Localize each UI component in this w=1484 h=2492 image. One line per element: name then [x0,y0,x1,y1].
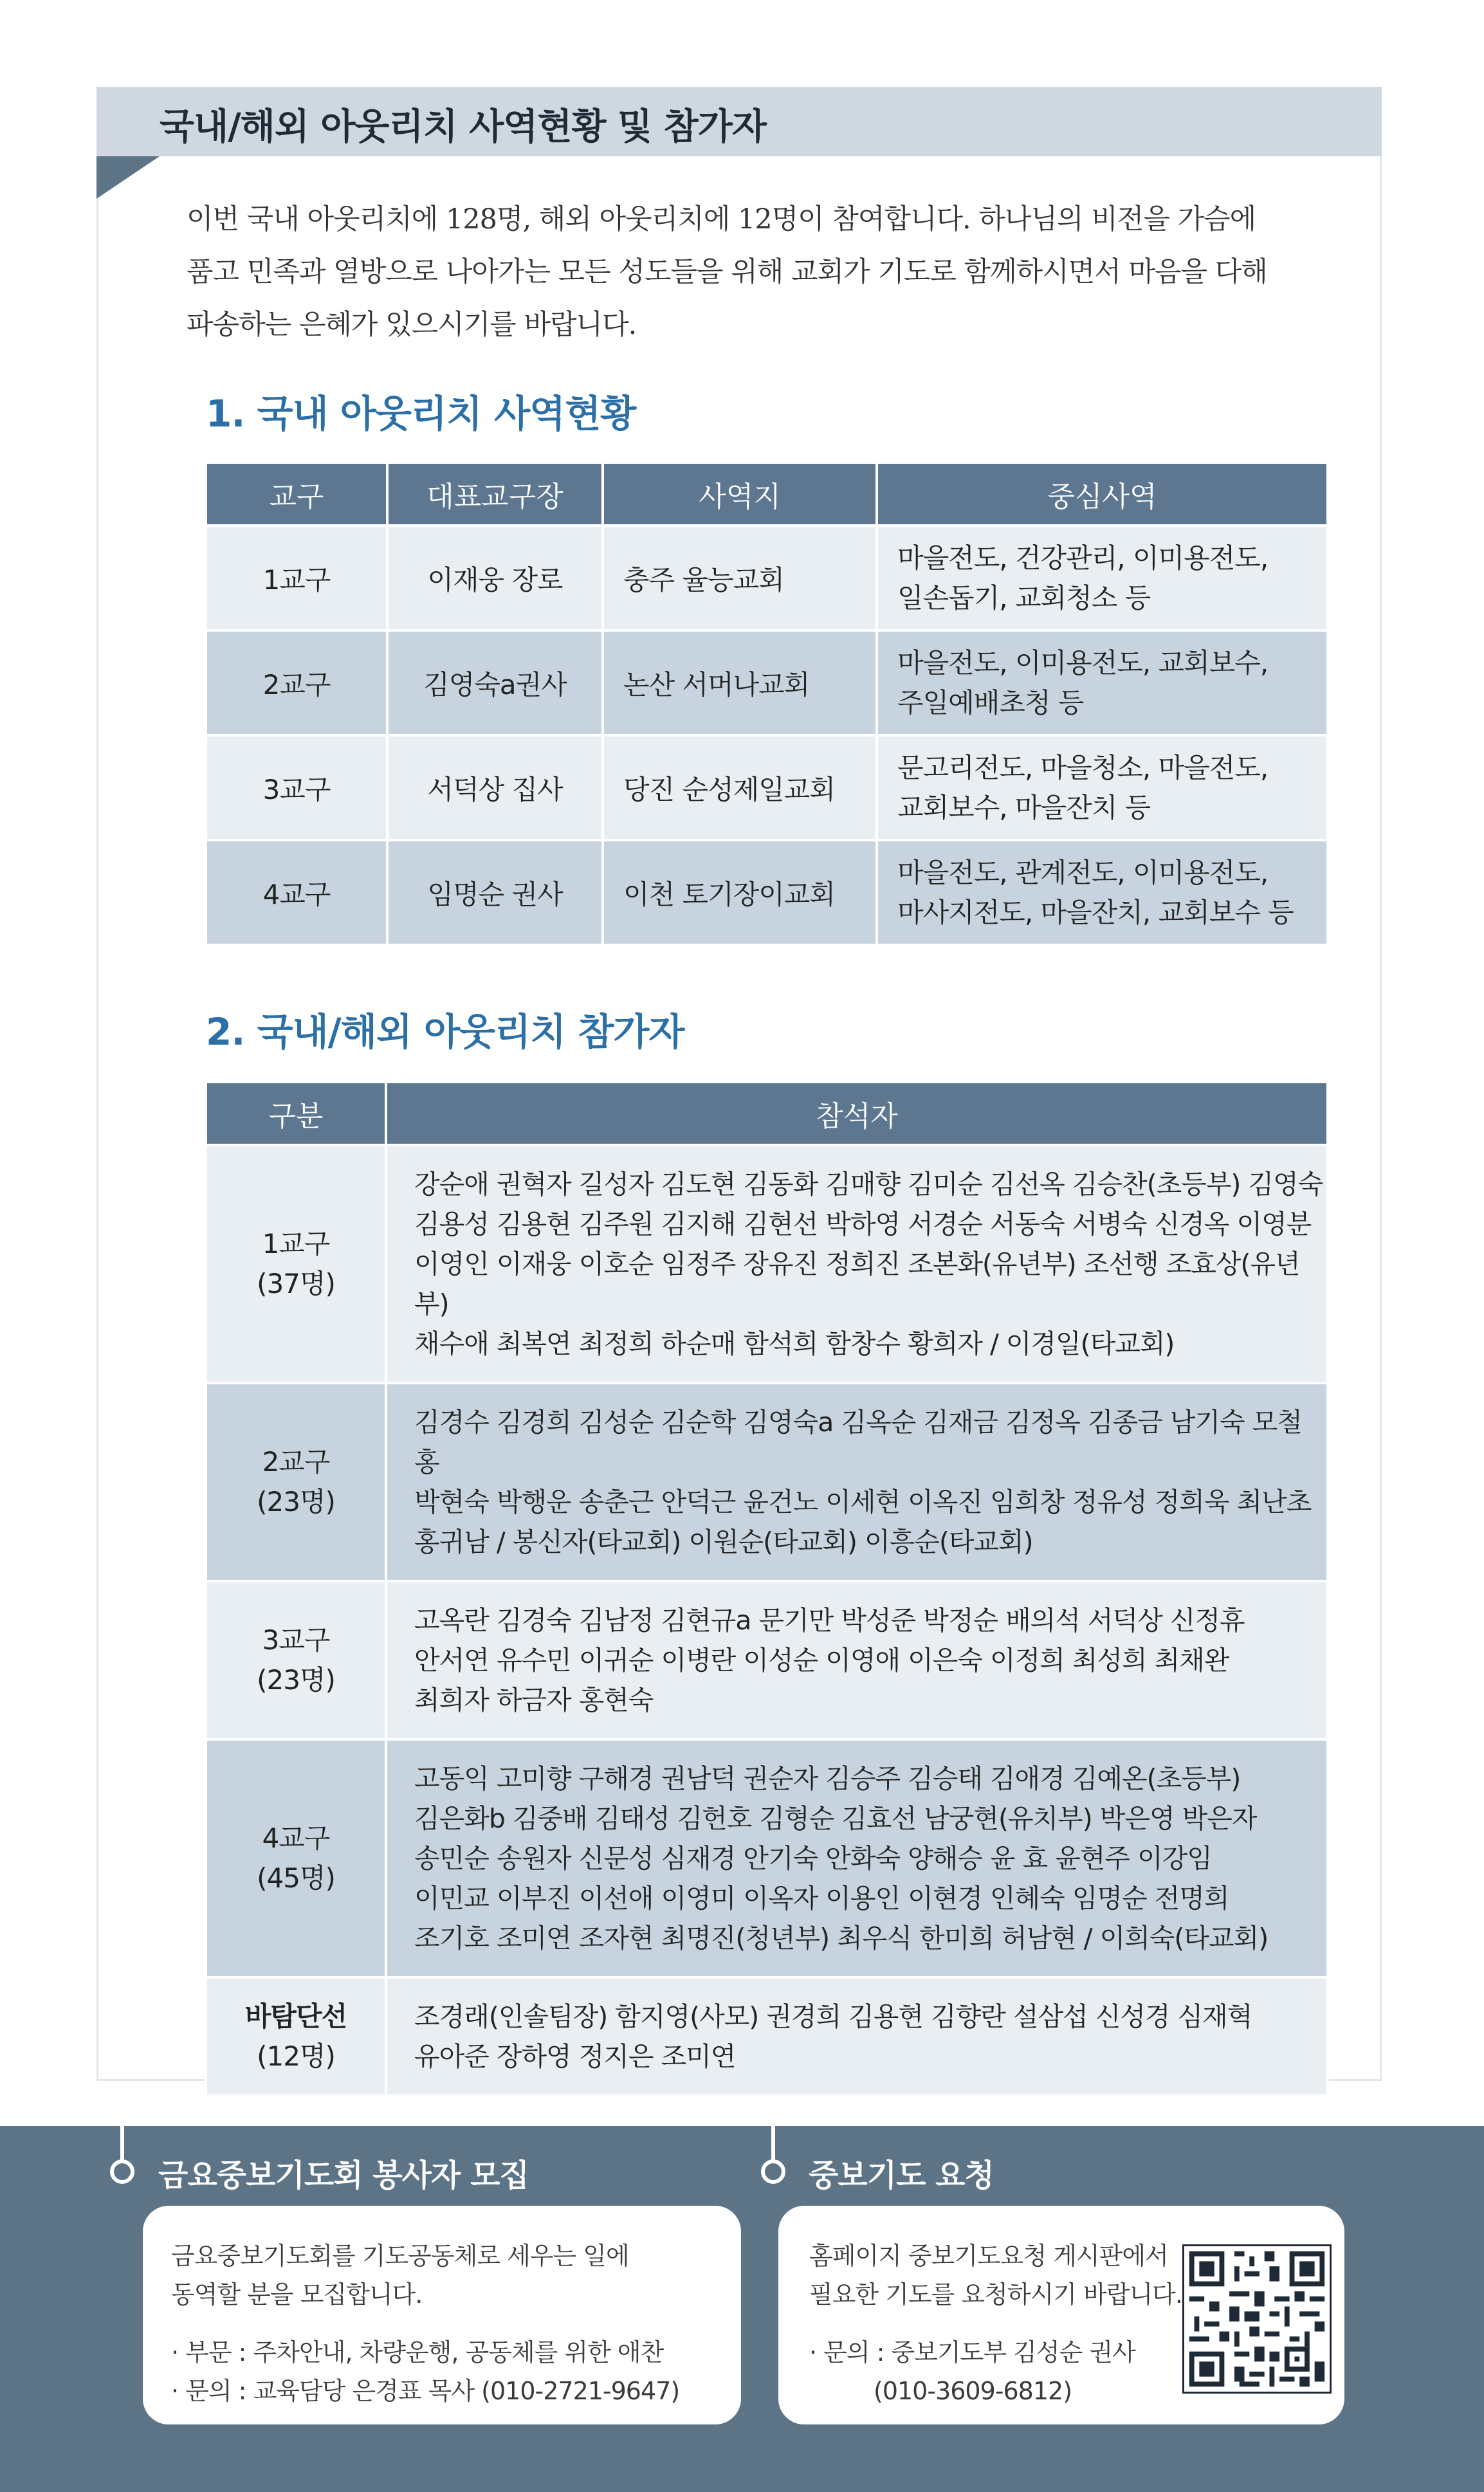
division-cell [206,1977,386,2096]
volunteer-title: 금요중보기도회 봉사자 모집 [158,2158,529,2194]
participants-line: 채수애 최복연 최정희 하순매 함석희 함창수 황희자 / 이경일(타교회) [414,1328,1175,1359]
table-row [206,1145,1328,1383]
pin-circle-icon [761,2159,785,2184]
volunteer-bullet: · 문의 : 교육담당 은경표 목사 (010-2721-9647) [171,2377,680,2405]
participants-line: 송민순 송원자 신문성 심재경 안기숙 안화숙 양해승 윤 효 윤현주 이강임 [414,1843,1212,1874]
column-header: 중심사역 [877,463,1328,526]
district-cell: 3교구 [206,735,387,840]
table-row [206,1581,1328,1739]
participants-line: 김용성 김용현 김주원 김지해 김현선 박하영 서경순 서동숙 서병숙 신경옥 이영분 [414,1209,1312,1240]
focus-line: 마을전도, 건강관리, 이미용전도, [897,542,1269,574]
participants-cell [386,1977,1328,2096]
place-cell: 논산 서머나교회 [603,630,877,735]
table-row [206,840,1328,945]
division-count: (23명) [257,1486,335,1517]
focus-line: 마을전도, 이미용전도, 교회보수, [897,646,1269,679]
intro-paragraph [187,193,1383,351]
focus-line: 마사지전도, 마을잔치, 교회보수 등 [897,896,1294,928]
place-cell: 당진 순성제일교회 [603,735,877,840]
prayer-bullet: (010-3609-6812) [874,2377,1072,2405]
participants-line: 김은화b 김중배 김태성 김헌호 김형순 김효선 남궁현(유치부) 박은영 박은자 [414,1803,1257,1834]
participants-cell [386,1739,1328,1977]
place-cell: 이천 토기장이교회 [603,840,877,945]
division-count: (45명) [257,1862,335,1894]
prayer-line: 필요한 기도를 요청하시기 바랍니다. [809,2280,1182,2309]
volunteer-card [143,2206,741,2424]
participants-line: 안서연 유수민 이귀순 이병란 이성순 이영애 이은숙 이정희 최성희 최채완 [414,1645,1229,1676]
intro-line: 품고 민족과 열방으로 나아가는 모든 성도들을 위해 교회가 기도로 함께하시면서 마음을 다해 [187,256,1267,288]
participants-line: 이영인 이재웅 이호순 임정주 장유진 정희진 조본화(유년부) 조선행 조효상(유년부) [414,1249,1300,1319]
volunteer-bullet: · 부문 : 주차안내, 차량운행, 공동체를 위한 애찬 [171,2338,664,2367]
table-row [206,526,1328,630]
division-name: 3교구 [262,1624,330,1656]
leader-cell: 임명순 권사 [387,840,603,945]
focus-line: 일손돕기, 교회청소 등 [897,582,1151,614]
division-name: 4교구 [262,1822,330,1854]
qr-code-image [1184,2246,1330,2392]
division-cell [206,1739,386,1977]
participants-line: 박현숙 박행운 송춘근 안덕근 윤건노 이세현 이옥진 임희창 정유성 정희욱 최난초 [414,1487,1312,1517]
participants-line: 조경래(인솔팀장) 함지영(사모) 권경희 김용현 김향란 설삼섭 신성경 심재혁 [414,2001,1252,2032]
participants-line: 강순애 권혁자 길성자 김도현 김동화 김매향 김미순 김선옥 김승찬(초등부) 김영숙 [414,1169,1323,1200]
division-count: (23명) [257,1664,335,1696]
intro-line: 파송하는 은혜가 있으시기를 바랍니다. [187,309,637,341]
division-count: (12명) [257,2040,335,2072]
prayer-request-card [778,2206,1344,2424]
district-cell: 4교구 [206,840,387,945]
title-bar [96,87,1382,156]
pin-stem [771,2126,775,2163]
volunteer-line: 동역할 분을 모집합니다. [171,2280,423,2309]
participants-line: 최희자 하금자 홍현숙 [414,1685,654,1716]
section2-heading: 2. 국내/해외 아웃리치 참가자 [206,1010,684,1054]
division-name: 2교구 [262,1446,330,1478]
focus-line: 마을전도, 관계전도, 이미용전도, [897,856,1269,888]
leader-cell: 서덕상 집사 [387,735,603,840]
focus-line: 주일예배초청 등 [897,686,1084,719]
table-row [206,1383,1328,1581]
place-cell: 충주 율능교회 [603,526,877,630]
pin-stem [120,2126,124,2163]
participants-line: 고동익 고미향 구해경 권남덕 권순자 김승주 김승태 김애경 김예온(초등부) [414,1763,1241,1794]
focus-cell [877,840,1328,945]
table-row [206,735,1328,840]
column-header: 구분 [206,1082,386,1145]
participants-cell [386,1581,1328,1739]
table-row [206,1739,1328,1977]
focus-cell [877,735,1328,840]
participants-line: 김경수 김경희 김성순 김순학 김영숙a 김옥순 김재금 김정옥 김종금 남기숙 모철홍 [414,1407,1302,1478]
bottom-banner [0,2126,1484,2492]
participants-cell [386,1383,1328,1581]
participants-line: 이민교 이부진 이선애 이영미 이옥자 이용인 이현경 인혜숙 임명순 전명희 [414,1883,1229,1914]
participants-line: 조기호 조미연 조자현 최명진(청년부) 최우식 한미희 허남현 / 이희숙(타교회) [414,1923,1269,1954]
division-count: (37명) [257,1268,335,1299]
focus-line: 교회보수, 마을잔치 등 [897,791,1151,823]
table-row [206,630,1328,735]
focus-cell [877,630,1328,735]
ministry-status-table [205,461,1329,946]
division-name: 바탐단선 [244,2001,347,2032]
column-header: 사역지 [603,463,877,526]
column-header: 대표교구장 [387,463,603,526]
focus-cell [877,526,1328,630]
participants-line: 고옥란 김경숙 김남정 김현규a 문기만 박성준 박정순 배의석 서덕상 신정휴 [414,1605,1245,1636]
leader-cell: 김영숙a권사 [387,630,603,735]
division-cell [206,1145,386,1383]
focus-line: 문고리전도, 마을청소, 마을전도, [897,751,1269,783]
district-cell: 2교구 [206,630,387,735]
division-cell [206,1581,386,1739]
prayer-line: 홈페이지 중보기도요청 게시판에서 [809,2242,1168,2270]
qr-code[interactable] [1182,2244,1332,2394]
division-cell [206,1383,386,1581]
title-fold-decoration [96,156,160,199]
page-title: 국내/해외 아웃리치 사역현황 및 참가자 [160,106,766,148]
volunteer-line: 금요중보기도회를 기도공동체로 세우는 일에 [171,2242,629,2270]
column-header: 교구 [206,463,387,526]
pin-circle-icon [110,2159,134,2184]
prayer-request-title: 중보기도 요청 [809,2158,994,2194]
district-cell: 1교구 [206,526,387,630]
participants-line: 홍귀남 / 봉신자(타교회) 이원순(타교회) 이흥순(타교회) [414,1526,1033,1557]
section1-heading: 1. 국내 아웃리치 사역현황 [206,392,636,435]
division-name: 1교구 [262,1228,330,1260]
prayer-bullet: · 문의 : 중보기도부 김성순 권사 [809,2338,1135,2367]
participants-table [205,1081,1329,2097]
intro-line: 이번 국내 아웃리치에 128명, 해외 아웃리치에 12명이 참여합니다. 하나님의 비전을 가슴에 [187,203,1256,235]
participants-line: 유아준 장하영 정지은 조미연 [414,2041,736,2072]
participants-cell [386,1145,1328,1383]
table-row [206,1977,1328,2096]
leader-cell: 이재웅 장로 [387,526,603,630]
column-header: 참석자 [386,1082,1328,1145]
